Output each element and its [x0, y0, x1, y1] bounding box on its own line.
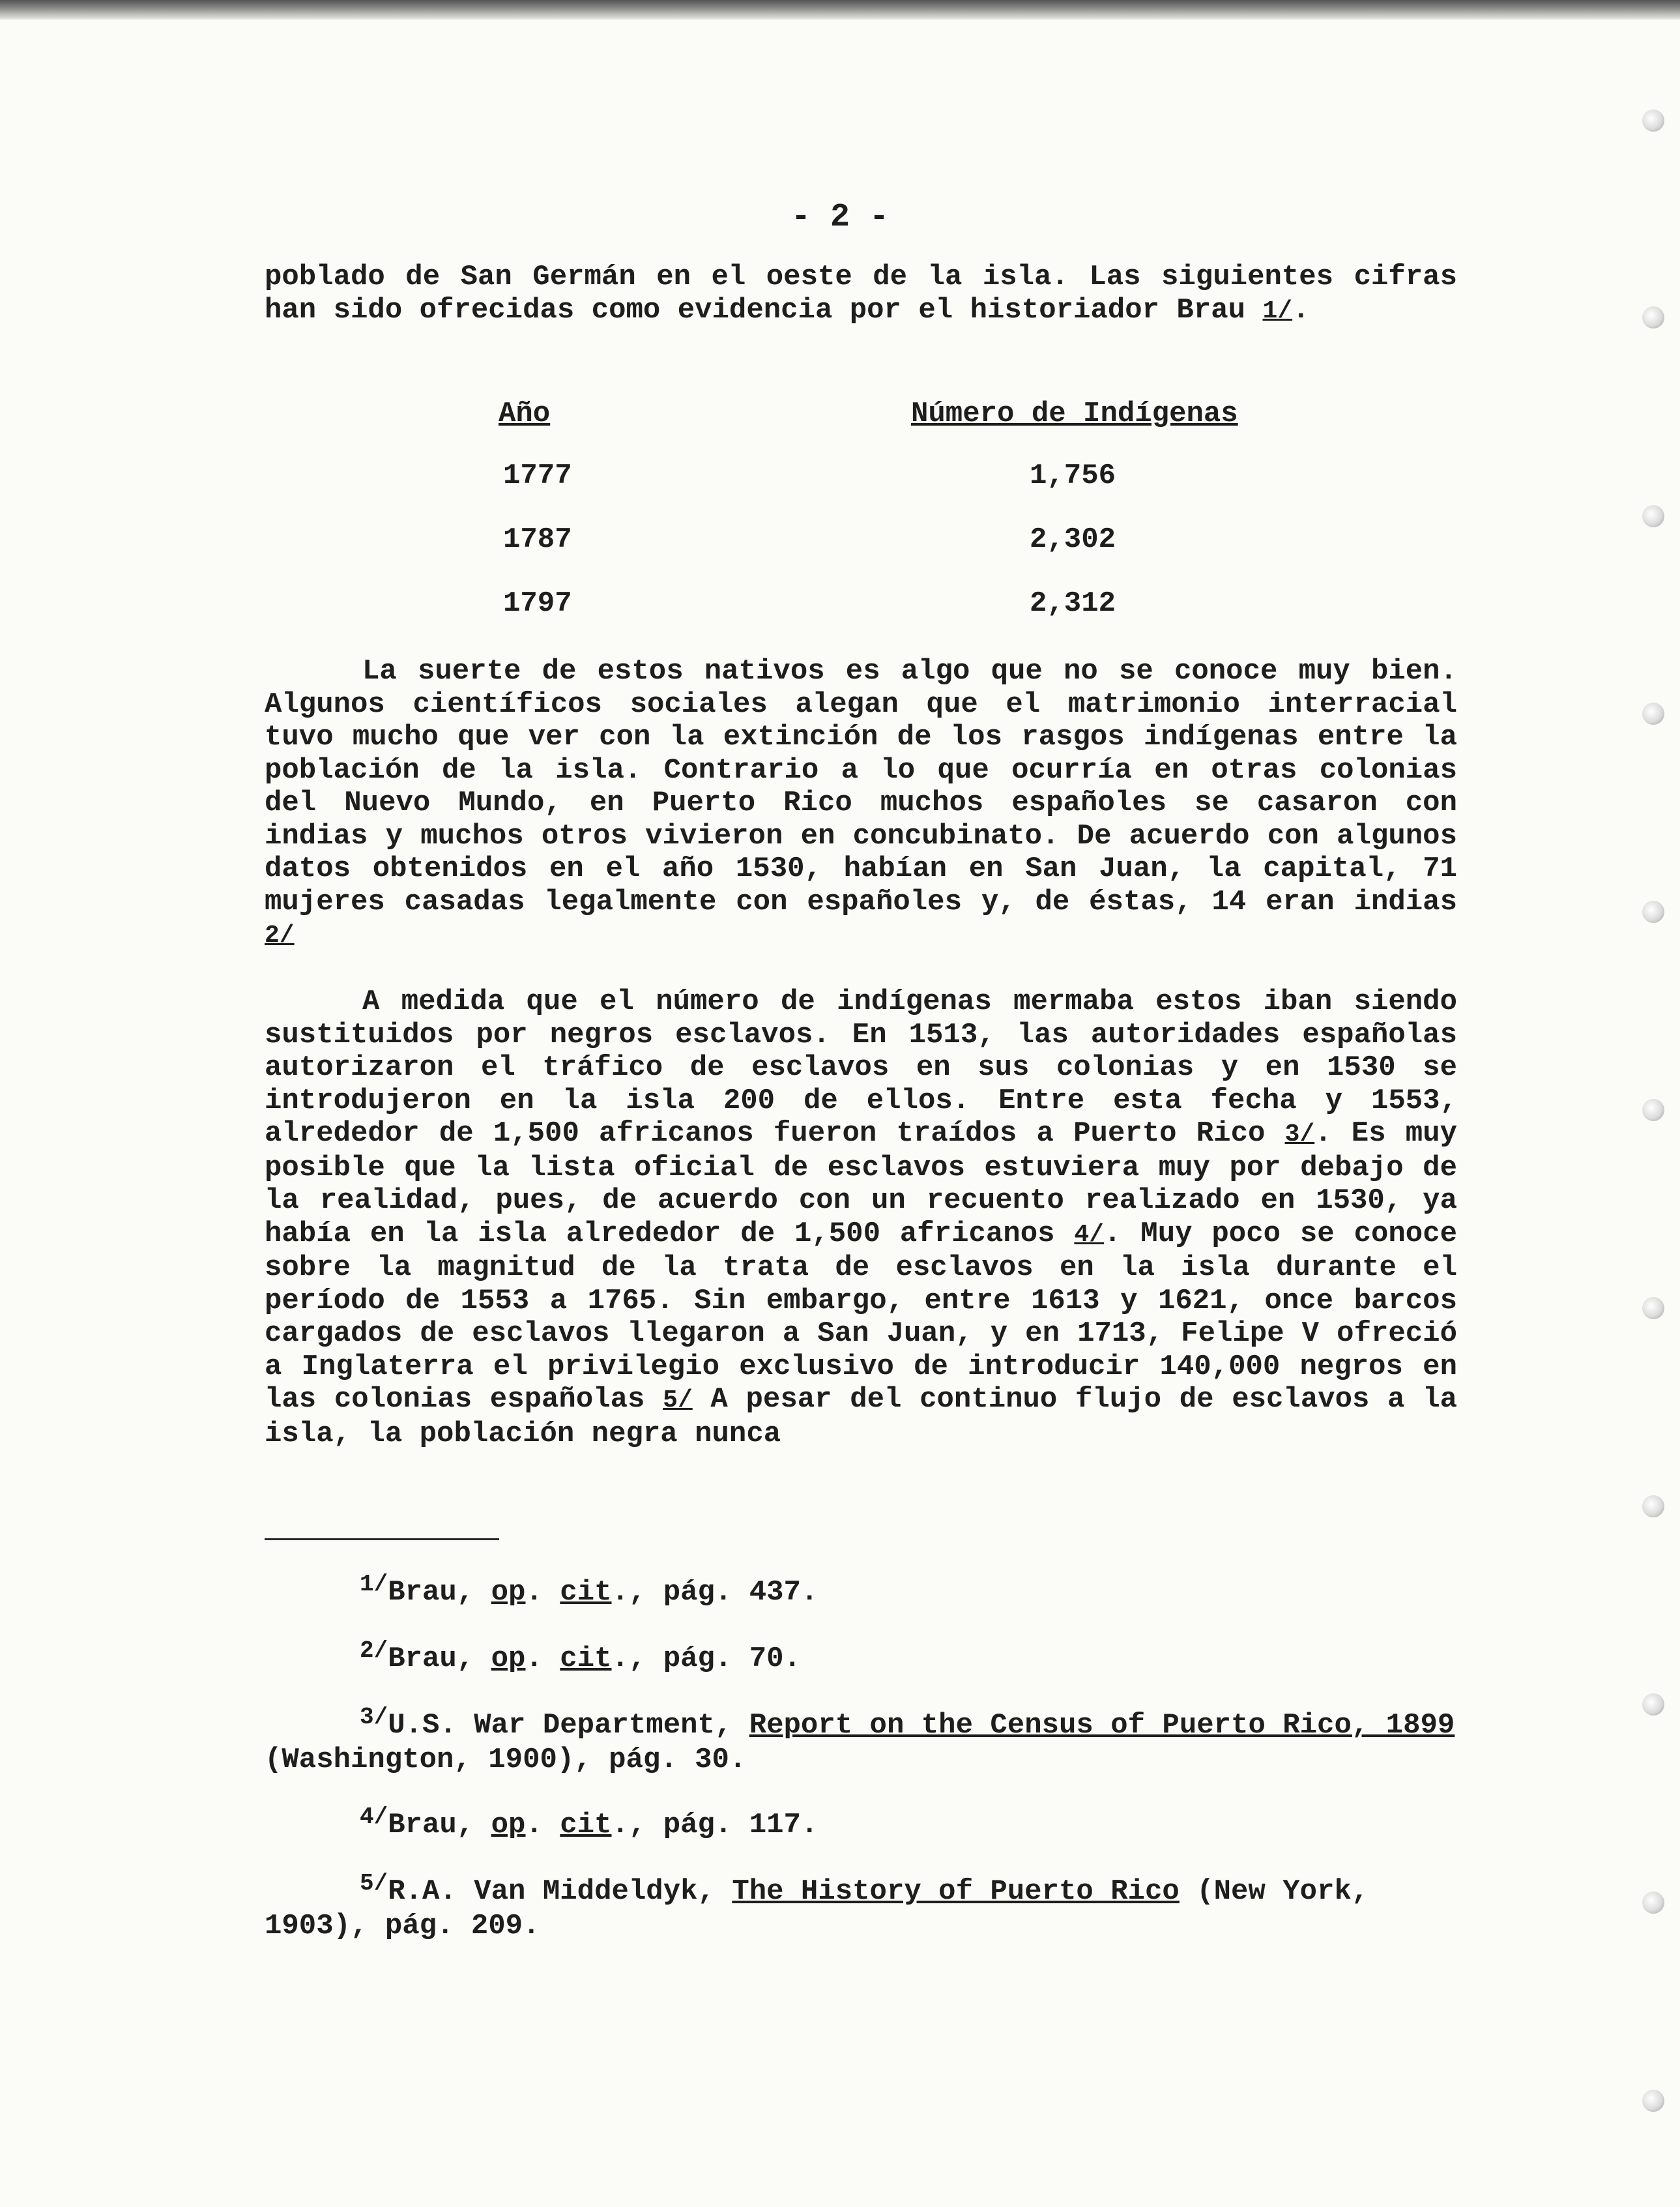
binder-hole	[1642, 1495, 1664, 1517]
footnote-4-page: ., pág. 117.	[611, 1809, 818, 1841]
scan-top-edge	[0, 0, 1680, 20]
footnote-3-publication: (Washington, 1900), pág. 30.	[265, 1743, 747, 1776]
footnote-4-sep: .	[525, 1809, 560, 1841]
paragraph-2-part-3: . Muy poco se conoce sobre la magnitud de la trata de esclavos en la isla durante el período de 1553 a 1765. Sin embargo, entre 1613 y 1621, once barcos cargados de esclavos llegaron a San Juan, y en 1713, Felipe V ofreció a Inglaterra el privilegio exclusivo de introducir 140,000 negros en las colonias españolas	[265, 1217, 1457, 1416]
footnote-2-page: ., pág. 70.	[611, 1643, 801, 1675]
table-cell-count: 2,312	[1030, 587, 1116, 620]
binder-hole	[1642, 703, 1664, 725]
footnote-5-number: 5/	[360, 1870, 388, 1897]
page-number: - 2 -	[790, 199, 890, 236]
binder-hole	[1642, 2090, 1664, 2112]
paragraph-1	[265, 655, 1457, 953]
footnote-1-author: Brau,	[388, 1576, 491, 1609]
footnote-ref-4: 4/	[1074, 1220, 1105, 1249]
footnote-2-sep: .	[525, 1643, 560, 1675]
binder-hole	[1642, 1693, 1664, 1716]
table-cell-count: 1,756	[1030, 460, 1116, 492]
footnote-1-op: op	[491, 1576, 526, 1609]
footnote-2-author: Brau,	[388, 1643, 491, 1675]
table-row	[0, 460, 1680, 499]
paragraph-2	[265, 986, 1457, 1450]
table-cell-year: 1787	[503, 523, 572, 556]
footnote-1-cit: cit	[560, 1576, 612, 1609]
binder-hole	[1642, 110, 1664, 132]
footnote-3-author: U.S. War Department,	[388, 1709, 749, 1742]
footnote-5-publication: (New York, 1903), pág. 209.	[265, 1875, 1369, 1942]
binder-hole	[1642, 1297, 1664, 1319]
table-header-year: Año	[499, 398, 551, 430]
table-cell-count: 2,302	[1030, 523, 1116, 556]
footnote-2	[265, 1637, 1552, 1677]
binder-hole	[1642, 306, 1664, 329]
footnote-ref-3: 3/	[1284, 1120, 1315, 1148]
intro-end: .	[1292, 293, 1310, 327]
paragraph-2-part-1: A medida que el número de indígenas mermaba estos iban siendo sustituidos por negros esclavos. En 1513, las autoridades españolas autorizaron el tráfico de esclavos en sus colonias y en 1530 se introdujeron en la isla 200 de ellos. Entre esta fecha y 1553, alrededor de 1,500 africanos fueron traídos a Puerto Rico	[265, 986, 1457, 1150]
table-row	[0, 587, 1680, 626]
binder-hole	[1642, 1099, 1664, 1121]
footnote-2-op: op	[491, 1643, 526, 1675]
footnote-1-page: ., pág. 437.	[611, 1576, 818, 1609]
footnote-3	[265, 1704, 1457, 1776]
footnote-5-author: R.A. Van Middeldyk,	[388, 1875, 732, 1908]
footnote-4-author: Brau,	[388, 1809, 491, 1841]
footnote-4-cit: cit	[560, 1809, 612, 1841]
table-cell-year: 1777	[503, 460, 572, 492]
paragraph-1-text: La suerte de estos nativos es algo que no se conoce muy bien. Algunos científicos sociales alegan que el matrimonio interracial tuvo mucho que ver con la extinción de los rasgos indígenas entre la población de la isla. Contrario a lo que ocurría en otras colonias del Nuevo Mundo, en Puerto Rico muchos españoles se casaron con indias y muchos otros vivieron en concubinato. De acuerdo con algunos datos obtenidos en el año 1530, habían en San Juan, la capital, 71 mujeres casadas legalmente con españoles y, de éstas, 14 eran indias	[265, 655, 1457, 918]
footnote-ref-1: 1/	[1262, 297, 1293, 325]
paragraph-2-part-4: A pesar del continuo flujo de esclavos a la isla, la población negra nunca	[265, 1383, 1457, 1450]
binder-hole	[1642, 901, 1664, 923]
footnote-4-number: 4/	[360, 1804, 388, 1830]
footnote-ref-2: 2/	[265, 922, 295, 950]
footnote-3-number: 3/	[360, 1704, 388, 1731]
footnote-1	[265, 1571, 1552, 1611]
footnote-ref-5: 5/	[663, 1386, 693, 1414]
table-row	[0, 523, 1680, 563]
table-header-count: Número de Indígenas	[911, 398, 1238, 430]
intro-paragraph	[265, 261, 1457, 328]
footnote-5	[265, 1870, 1457, 1942]
footnote-3-title: Report on the Census of Puerto Rico, 1899	[749, 1709, 1455, 1742]
footnote-4-op: op	[491, 1809, 526, 1841]
binder-hole	[1642, 1892, 1664, 1914]
footnote-4	[265, 1804, 1552, 1843]
footnote-2-cit: cit	[560, 1643, 612, 1675]
footnote-divider	[265, 1538, 499, 1540]
footnote-1-number: 1/	[360, 1571, 388, 1598]
paragraph-2-part-2: . Es muy posible que la lista oficial de esclavos estuviera muy por debajo de la realidad, pues, de acuerdo con un recuento realizado en 1530, ya había en la isla alrededor de 1,500 africanos	[265, 1117, 1458, 1250]
footnote-5-title: The History of Puerto Rico	[732, 1875, 1180, 1908]
footnote-1-sep: .	[525, 1576, 560, 1609]
footnote-2-number: 2/	[360, 1637, 388, 1664]
table-cell-year: 1797	[503, 587, 572, 620]
intro-text: poblado de San Germán en el oeste de la isla. Las siguientes cifras han sido ofrecidas como evidencia por el historiador Brau	[265, 261, 1457, 327]
